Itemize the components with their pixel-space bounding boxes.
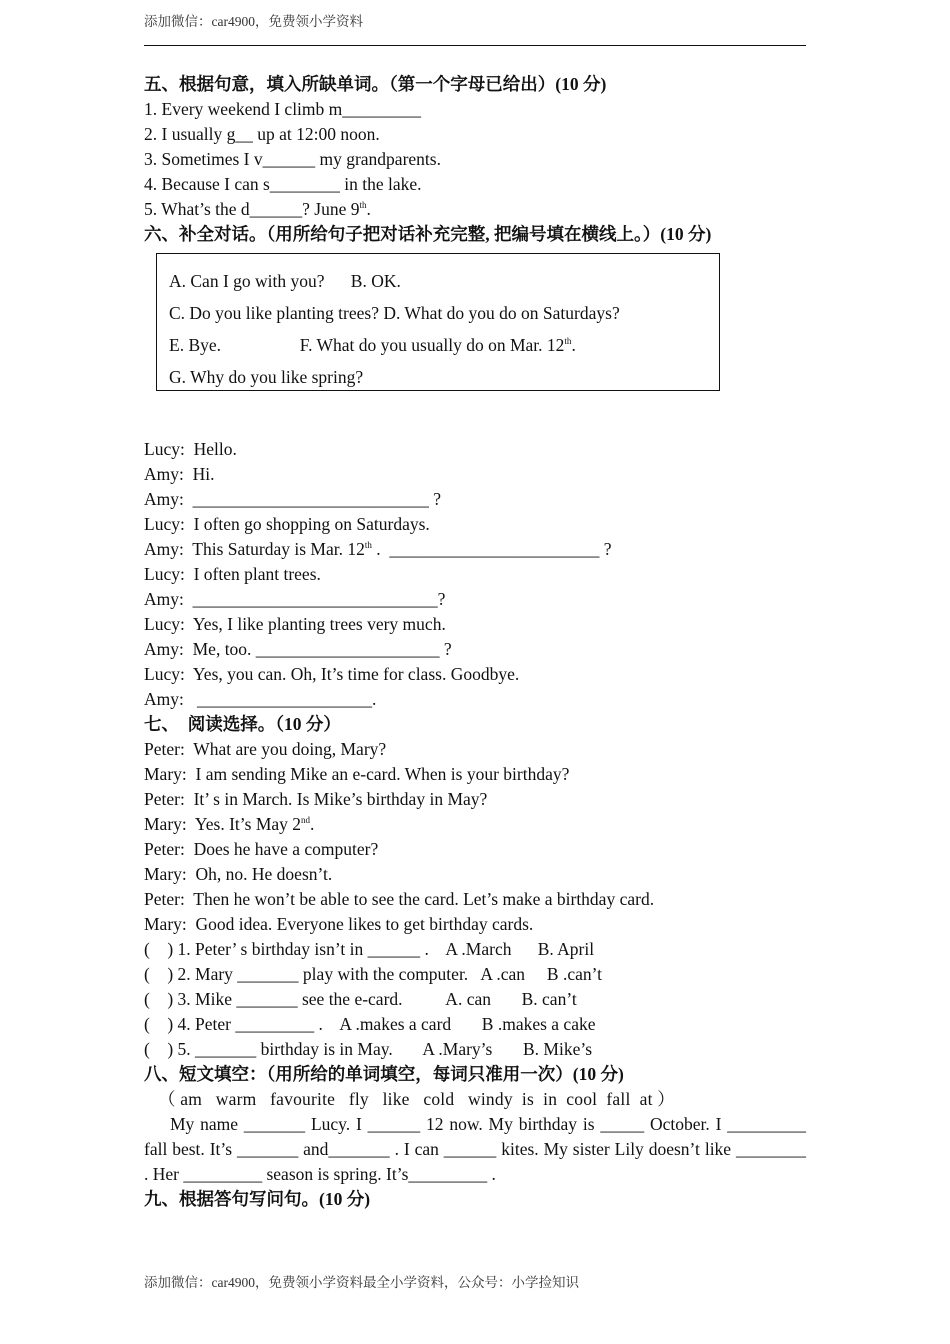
ordinal-suffix: nd xyxy=(301,815,311,825)
dialogue-line: Lucy: I often plant trees. xyxy=(144,564,321,584)
reading-line: Peter: Then he won’t be able to see the card. Let’s make a birthday card. xyxy=(144,889,655,909)
cloze-passage-text: My name _______ Lucy. I ______ 12 now. My birthday is _____ October. I _________ fall best. It’s _______ and_______ . I can ______ kites. My sister Lily doesn’t like ________ . Her _________ season is spring. It’s_________ . xyxy=(144,1114,806,1184)
ordinal-suffix: th xyxy=(359,200,367,210)
cloze-passage xyxy=(144,1112,806,1187)
question-line: ( ) 2. Mary _______ play with the computer. A .can B .can’t xyxy=(144,964,602,984)
reading-line: Peter: It’ s in March. Is Mike’s birthday in May? xyxy=(144,789,488,809)
dialogue-line: Amy: ____________________. xyxy=(144,689,377,709)
section5-item xyxy=(144,197,806,222)
option-line: G. Why do you like spring? xyxy=(169,367,364,387)
reading-line: Mary: I am sending Mike an e-card. When is your birthday? xyxy=(144,764,570,784)
section5-item: 4. Because I can s________ in the lake. xyxy=(144,174,422,194)
dialogue-line: Lucy: I often go shopping on Saturdays. xyxy=(144,514,430,534)
options-box xyxy=(156,253,720,391)
dialogue-line: Amy: Hi. xyxy=(144,464,215,484)
ordinal-suffix: th xyxy=(364,540,372,550)
option-line: A. Can I go with you? B. OK. xyxy=(169,271,401,291)
section9-title: 九、根据答句写问句。(10 分) xyxy=(144,1189,371,1209)
dialogue-line: Amy: ____________________________? xyxy=(144,589,446,609)
section5-title: 五、根据句意，填入所缺单词。（第一个字母已给出）(10 分) xyxy=(144,74,607,94)
dialogue-line: Lucy: Yes, you can. Oh, It’s time for class. Goodbye. xyxy=(144,664,520,684)
reading-line xyxy=(144,812,806,837)
punctuation: . xyxy=(366,199,371,219)
reading-line: Mary: Oh, no. He doesn’t. xyxy=(144,864,333,884)
question-line: ( ) 1. Peter’ s birthday isn’t in ______ . A .March B. April xyxy=(144,939,595,959)
option-line: C. Do you like planting trees? D. What do you do on Saturdays? xyxy=(169,303,620,323)
dialogue-line: Lucy: Yes, I like planting trees very much. xyxy=(144,614,446,634)
section5-item5-text: 5. What’s the d______? June 9 xyxy=(144,199,360,219)
spacer xyxy=(144,391,806,437)
worksheet-body xyxy=(144,72,806,1212)
page-footer: 添加微信：car4900，免费领小学资料最全小学资料，公众号：小学捡知识 xyxy=(144,1275,579,1290)
reading-line: Mary: Good idea. Everyone likes to get birthday cards. xyxy=(144,914,534,934)
option-line xyxy=(169,329,707,361)
page-header: 添加微信：car4900，免费领小学资料 xyxy=(144,14,363,29)
reading-line-text: Mary: Yes. It’s May 2 xyxy=(144,814,302,834)
word-bank: （ am warm favourite fly like cold windy is in cool fall at ） xyxy=(158,1089,675,1109)
option-line-text: E. Bye. F. What do you usually do on Mar. 12 xyxy=(169,335,565,355)
question-line: ( ) 5. _______ birthday is in May. A .Mary’s B. Mike’s xyxy=(144,1039,593,1059)
section8-title: 八、短文填空：（用所给的单词填空，每词只准用一次）(10 分) xyxy=(144,1064,624,1084)
dialogue-line-text: Amy: This Saturday is Mar. 12 xyxy=(144,539,365,559)
reading-line: Peter: What are you doing, Mary? xyxy=(144,739,387,759)
ordinal-suffix: th xyxy=(564,336,572,346)
section5-item: 3. Sometimes I v______ my grandparents. xyxy=(144,149,441,169)
section6-title: 六、补全对话。（用所给句子把对话补充完整, 把编号填在横线上。）(10 分) xyxy=(144,224,712,244)
section5-item: 1. Every weekend I climb m_________ xyxy=(144,99,422,119)
section5-item: 2. I usually g__ up at 12:00 noon. xyxy=(144,124,380,144)
dialogue-line: Amy: Me, too. _____________________ ? xyxy=(144,639,452,659)
reading-line: Peter: Does he have a computer? xyxy=(144,839,379,859)
dialogue-line: Amy: ___________________________ ? xyxy=(144,489,442,509)
dialogue-line-rest: . ________________________ ? xyxy=(371,539,612,559)
dialogue-line xyxy=(144,537,806,562)
dialogue-line: Lucy: Hello. xyxy=(144,439,237,459)
question-line: ( ) 4. Peter _________ . A .makes a card B .makes a cake xyxy=(144,1014,596,1034)
header-divider xyxy=(144,45,806,46)
section7-title: 七、 阅读选择。（10 分） xyxy=(144,714,341,734)
punctuation: . xyxy=(571,335,576,355)
question-line: ( ) 3. Mike _______ see the e-card. A. can B. can’t xyxy=(144,989,577,1009)
punctuation: . xyxy=(310,814,315,834)
